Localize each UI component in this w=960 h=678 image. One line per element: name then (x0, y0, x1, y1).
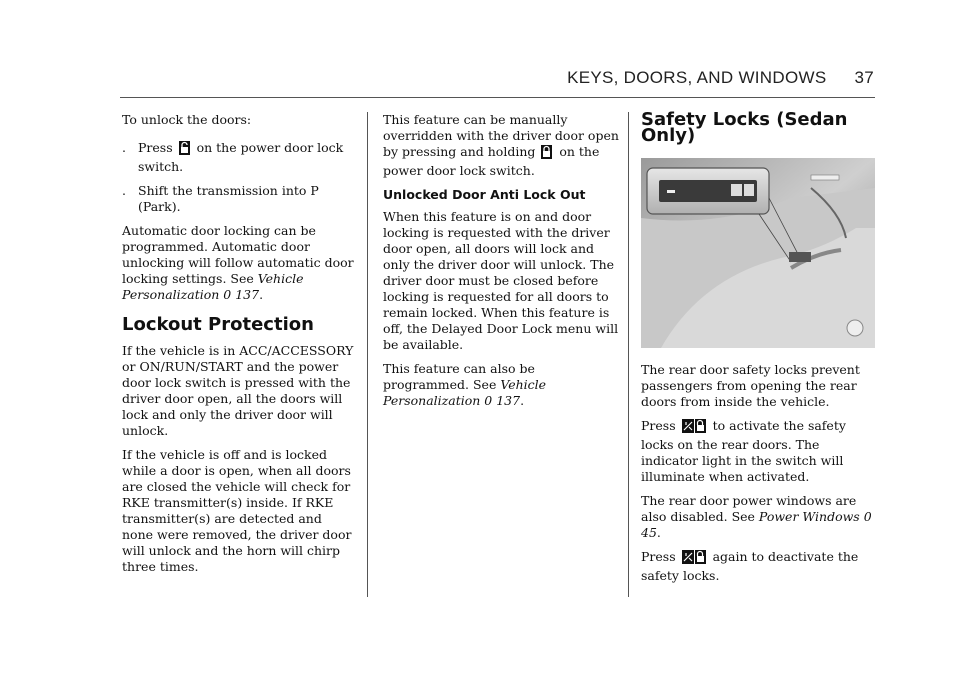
column-3 (641, 109, 875, 592)
safety-locks-heading: Safety Locks (Sedan Only) (641, 109, 848, 146)
anti-lockout-paragraph: When this feature is on and door locking is requested with the driver door open, all doors will lock and only the driver door will unlock. The driver door must be closed before locking is requested for all doors to remain locked. When this feature is off, the Delayed Door Lock menu will be available. (383, 209, 619, 352)
safety-paragraph-2: Press to activate the safety locks on the rear doors. The indicator light in the switch will illuminate when activated. (641, 418, 846, 484)
vehicle-personalization-link[interactable]: Vehicle Personalization (383, 377, 547, 408)
child-safety-lock-icon (682, 550, 706, 568)
section-title: KEYS, DOORS, AND WINDOWS (567, 68, 827, 87)
bullet-shift-park: . Shift the transmission into P (Park). (122, 183, 319, 214)
page-ref[interactable]: 0 137 (484, 393, 521, 408)
safety-paragraph-3: The rear door power windows are also disabled. See Power Windows 0 45. (641, 493, 872, 540)
lock-icon (541, 145, 552, 163)
unlock-icon (179, 141, 190, 159)
column-1 (122, 112, 354, 583)
safety-paragraph-1: The rear door safety locks prevent passengers from opening the rear doors from inside the vehicle. (641, 362, 860, 409)
safety-paragraph-4: Press again to deactivate the safety locks. (641, 549, 859, 583)
child-safety-lock-icon (682, 419, 706, 437)
column-divider-2 (628, 112, 629, 597)
vehicle-personalization-link[interactable]: Vehicle Personalization (122, 271, 304, 302)
column-divider-1 (367, 112, 368, 597)
anti-lockout-subheading: Unlocked Door Anti Lock Out (383, 187, 586, 202)
programmed-paragraph: This feature can also be programmed. See Vehicle Personalization 0 137. (383, 361, 547, 408)
column-2 (383, 112, 619, 417)
page-ref[interactable]: 0 45 (641, 509, 872, 540)
door-panel-safety-lock-photo (641, 158, 875, 348)
lockout-paragraph-2: If the vehicle is off and is locked while a door is open, when all doors are closed the vehicle will check for RKE transmitter(s) inside. If RKE transmitter(s) are detected and none were removed, the driver door will unlock and the horn will chirp three times. (122, 447, 352, 574)
page-ref[interactable]: 0 137 (223, 287, 260, 302)
page-number: 37 (854, 68, 874, 87)
auto-locking-paragraph: Automatic door locking can be programmed. Automatic door unlocking will follow automatic door locking settings. See Vehicle Personalization 0 137. (122, 223, 354, 302)
override-paragraph: This feature can be manually overridden with the driver door open by pressing and holding on the power door lock switch. (383, 112, 619, 178)
lockout-heading: Lockout Protection (122, 314, 314, 335)
power-windows-link[interactable]: Power Windows (758, 509, 860, 524)
bullet-press-unlock: . Press on the power door lock switch. (122, 140, 344, 174)
unlock-intro: To unlock the doors: (122, 112, 252, 127)
header-rule (120, 97, 875, 98)
lockout-paragraph-1: If the vehicle is in ACC/ACCESSORY or ON/RUN/START and the power door lock switch is pressed with the driver door open, all the doors will lock and only the driver door will unlock. (122, 343, 354, 438)
page-header (567, 68, 874, 88)
